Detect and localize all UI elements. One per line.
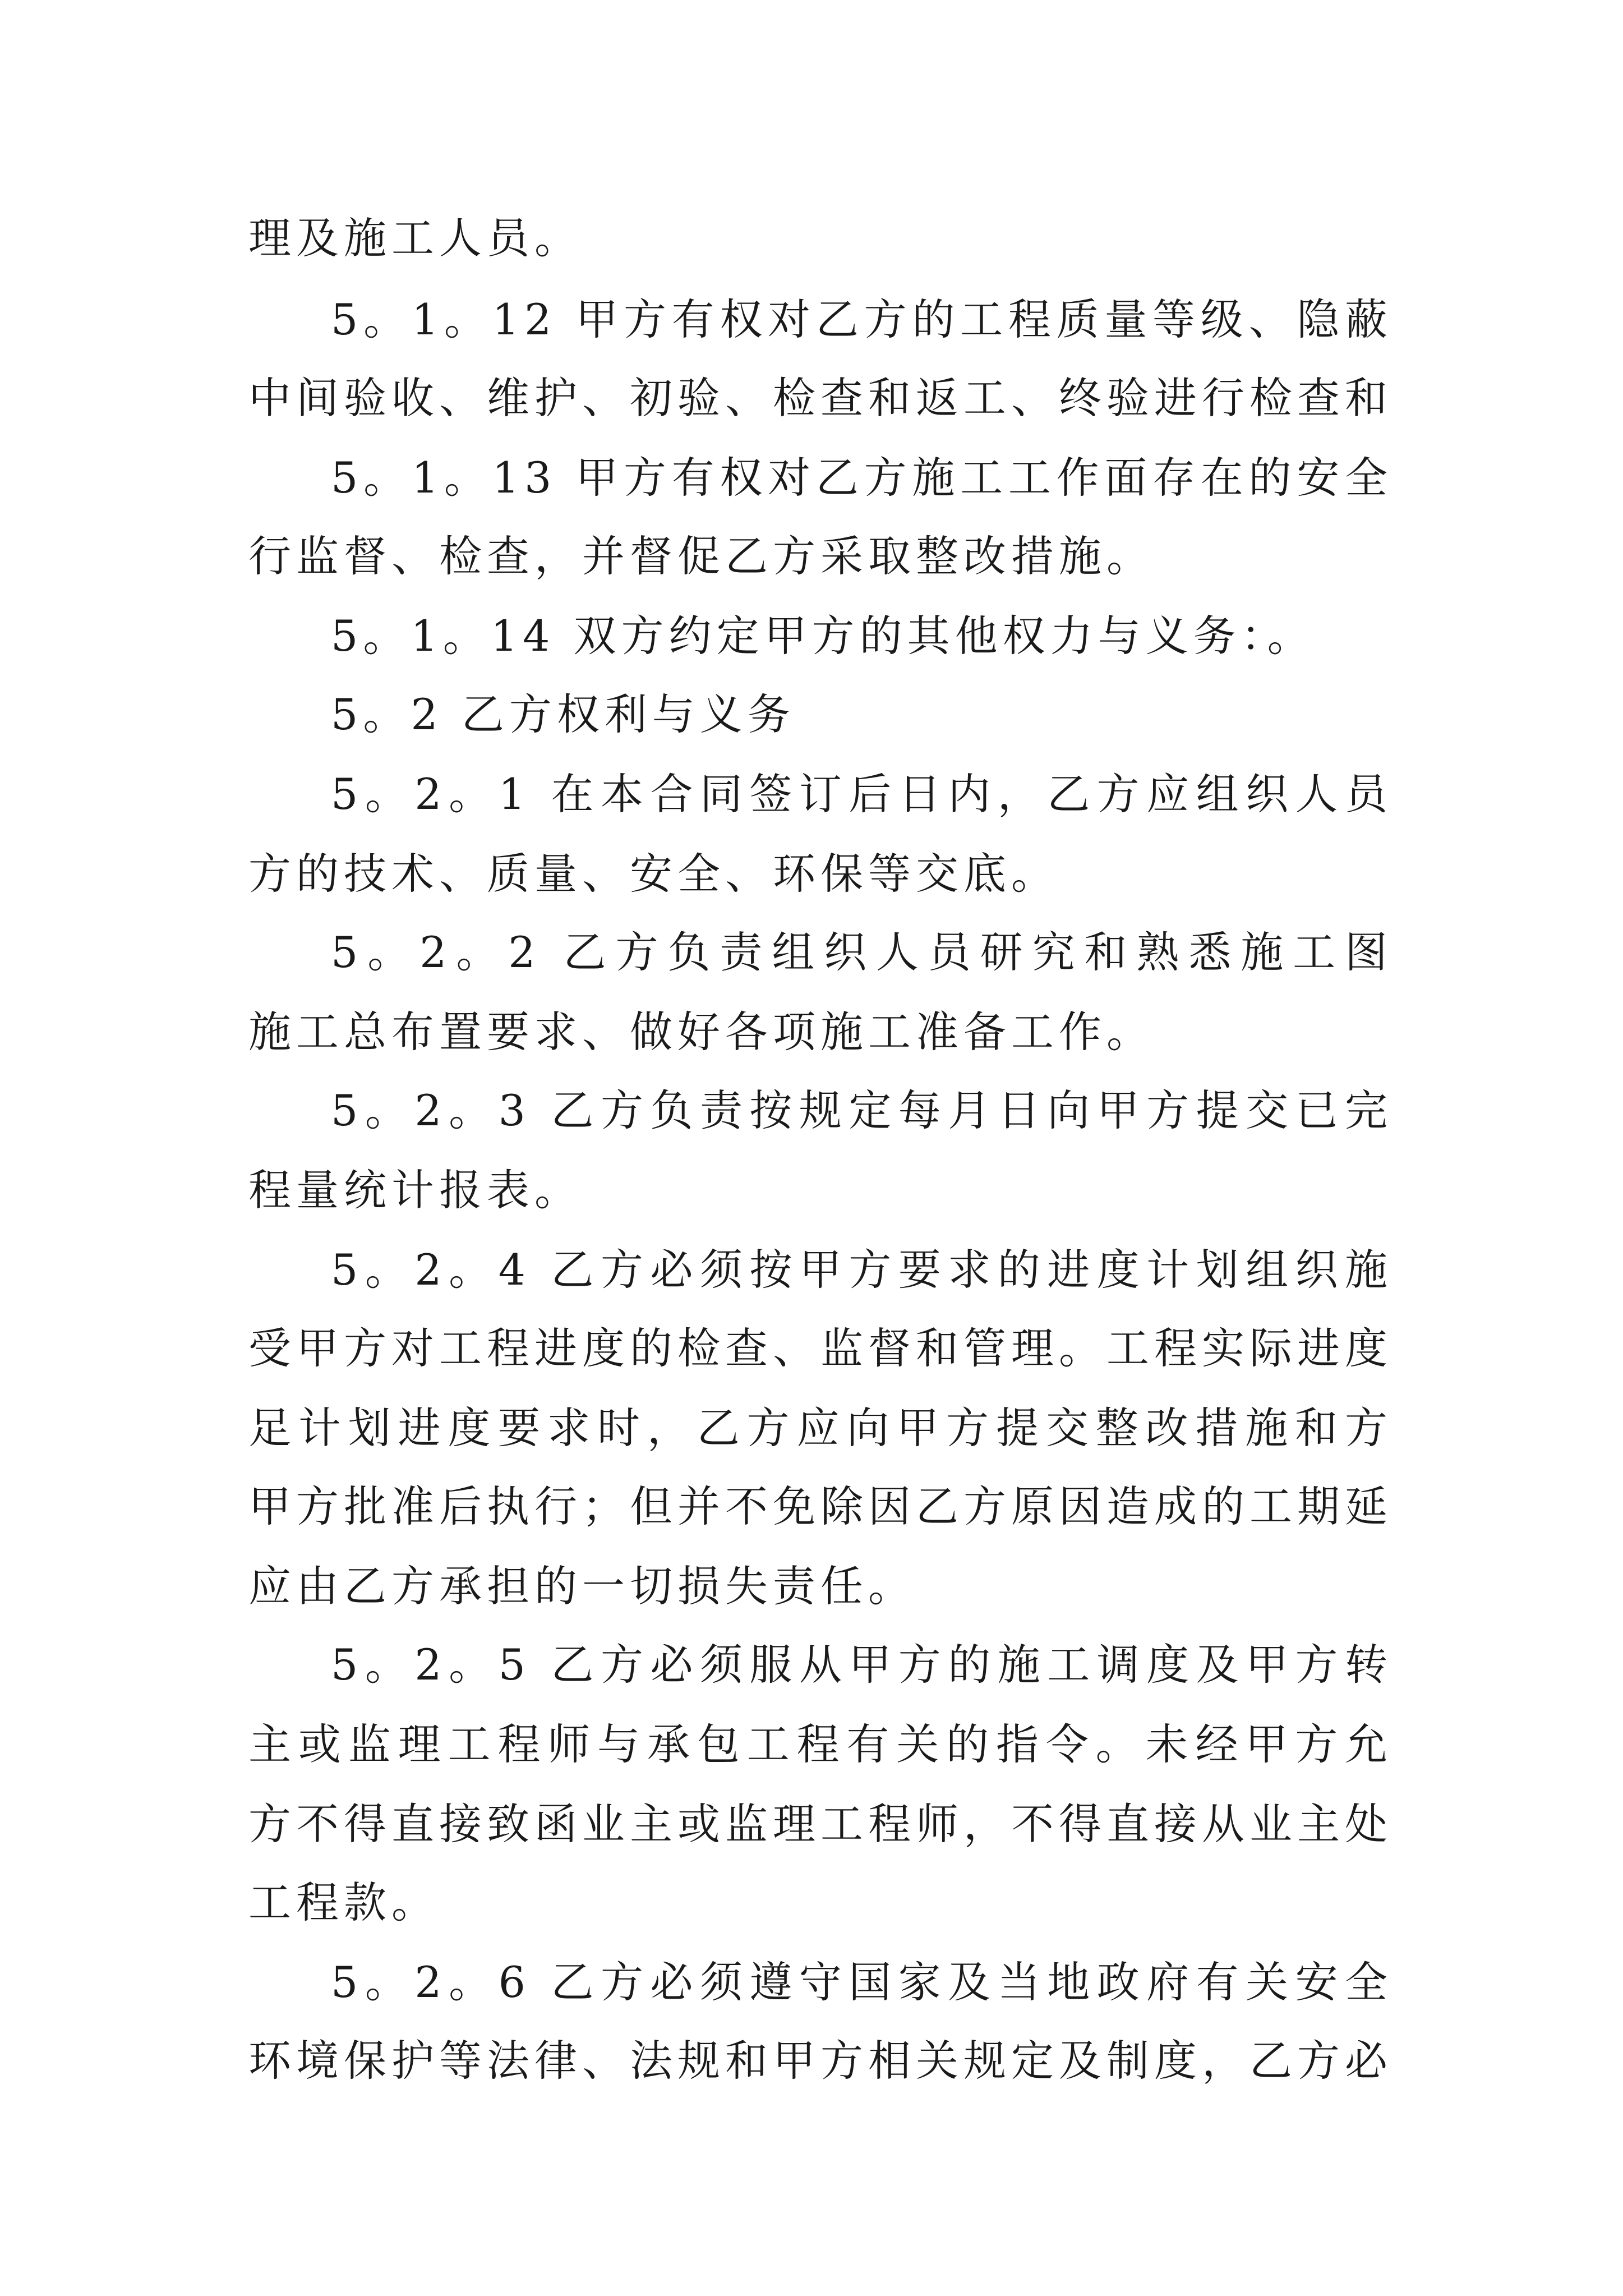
section-heading: 5。2 乙方权利与义务 <box>331 689 795 739</box>
text-line: 5。1。13 甲方有权对乙方施工工作面存在的安全 <box>331 453 1393 503</box>
text-line: 5。2。2 乙方负责组织人员研究和熟悉施工图 <box>331 927 1393 977</box>
text-line: 行监督、检查，并督促乙方采取整改措施。 <box>248 531 1154 581</box>
text-line: 工程款。 <box>248 1878 439 1927</box>
text-line: 甲方批准后执行；但并不免除因乙方原因造成的工期延 <box>248 1481 1393 1531</box>
text-line: 5。1。14 双方约定甲方的其他权力与义务：。 <box>331 611 1315 661</box>
text-line: 理及施工人员。 <box>248 213 582 263</box>
text-line: 受甲方对工程进度的检查、监督和管理。工程实际进度 <box>248 1323 1393 1373</box>
text-line: 足计划进度要求时，乙方应向甲方提交整改措施和方 <box>248 1403 1393 1453</box>
text-line: 5。1。12 甲方有权对乙方的工程质量等级、隐蔽 <box>331 295 1393 344</box>
text-line: 5。2。5 乙方必须服从甲方的施工调度及甲方转 <box>331 1640 1393 1690</box>
text-line: 方的技术、质量、安全、环保等交底。 <box>248 849 1059 899</box>
text-line: 5。2。4 乙方必须按甲方要求的进度计划组织施 <box>331 1245 1393 1295</box>
text-line: 中间验收、维护、初验、检查和返工、终验进行检查和 <box>248 373 1393 423</box>
text-line: 应由乙方承担的一切损失责任。 <box>248 1561 916 1611</box>
text-line: 方不得直接致函业主或监理工程师，不得直接从业主处 <box>248 1799 1393 1849</box>
text-line: 施工总布置要求、做好各项施工准备工作。 <box>248 1007 1154 1057</box>
text-line: 主或监理工程师与承包工程有关的指令。未经甲方允 <box>248 1719 1393 1769</box>
text-line: 环境保护等法律、法规和甲方相关规定及制度，乙方必 <box>248 2036 1393 2086</box>
text-line: 5。2。1 在本合同签订后日内，乙方应组织人员 <box>331 769 1393 819</box>
text-line: 程量统计报表。 <box>248 1165 582 1215</box>
text-line: 5。2。6 乙方必须遵守国家及当地政府有关安全 <box>331 1957 1393 2007</box>
text-line: 5。2。3 乙方负责按规定每月日向甲方提交已完 <box>331 1085 1393 1135</box>
